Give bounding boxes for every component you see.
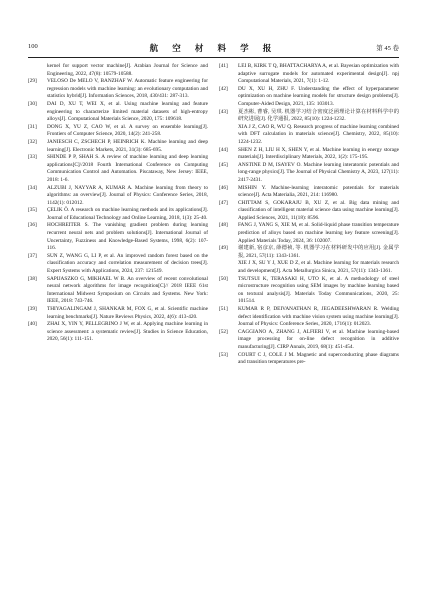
reference-text: JANIESCH C, ZSCHECH P, HEINRICH K. Machine learning and deep learning[J]. Electronic Markets, 2021, 31(3): 685-695. bbox=[47, 138, 208, 153]
reference-entry bbox=[219, 86, 399, 109]
reference-text: CAGGIANO A, ZHANG J, ALFIERI V, et al. Machine learning-based image processing for on-line defect recognition in additive manufacturing[J]. CIRP Annals, 2019, 68(1): 451-454. bbox=[238, 328, 399, 350]
reference-number: [42] bbox=[219, 85, 228, 92]
reference-text: XIA J Z, CAO R, WU Q. Research progress of machine learning combined with DFT calculation in materials science[J]. Chemistry, 2022, 85(10): 1224-1232. bbox=[238, 123, 399, 145]
reference-text: VELOSO De MELO V, BANZHAF W. Automatic feature engineering for regression models with machine learning: an evolutionary computation and statistics hybrid[J]. Information Sciences, 2018, 430/431: 287-313. bbox=[47, 78, 208, 100]
reference-entry bbox=[28, 253, 208, 276]
reference-number: [37] bbox=[28, 252, 37, 259]
reference-number: [35] bbox=[28, 207, 37, 214]
reference-text: LEI B, KIRK T Q, BHATTACHARYA A, et al. Bayesian optimization with adaptive surrogate models for automated experimental design[J]. npj Computational Materials, 2021, 7(1): 1-12. bbox=[238, 63, 399, 85]
reference-number: [36] bbox=[28, 222, 37, 229]
reference-text: 谢建新, 宿彦京, 薛德祯, 等. 机器学习在材料研发中的应用[J]. 金属学报, 2021, 57(11): 1343-1361. bbox=[238, 245, 399, 259]
reference-entry bbox=[28, 222, 208, 252]
reference-entry bbox=[28, 139, 208, 154]
reference-number: [33] bbox=[28, 154, 37, 161]
reference-text: KUMAR R P, DEIVANATHAN R, JEGADEESHWARAN R. Welding defect identification with machine vision system using machine learning[J]. Journal of Physics: Conference Series, 2020, 1716(1): 012023. bbox=[238, 306, 399, 328]
reference-text: ALZUBI J, NAYYAR A, KUMAR A. Machine learning from theory to algorithms: an overview[J]. Journal of Physics: Conference Series, 2018, 1142(1): 012012. bbox=[47, 184, 208, 206]
volume-label: 第 45 卷 bbox=[376, 45, 399, 52]
reference-entry bbox=[219, 222, 399, 245]
reference-entry bbox=[219, 306, 399, 329]
reference-entry bbox=[28, 78, 208, 101]
reference-entry bbox=[28, 124, 208, 139]
reference-number: [50] bbox=[219, 275, 228, 282]
references-right-column bbox=[219, 63, 399, 367]
reference-text: THIYAGALINGAM J, SHANKAR M, FOX G, et al. Scientific machine learning benchmarks[J]. Nature Reviews Physics, 2022, 4(6): 413-420. bbox=[47, 306, 208, 320]
reference-number: [38] bbox=[28, 275, 37, 282]
reference-entry bbox=[219, 109, 399, 124]
reference-number: [29] bbox=[28, 78, 37, 85]
reference-text: ANSTINE D M, ISAYEV O. Machine learning interatomic potentials and long-range physics[J]. The Journal of Physical Chemistry A, 2023, 127(11): 2417-2431. bbox=[238, 161, 399, 183]
reference-text: SHEN Z H, LIU H X, SHEN Y, et al. Machine learning in energy storage materials[J]. Interdisciplinary Materials, 2022, 1(2): 175-195. bbox=[238, 146, 399, 161]
reference-entry bbox=[219, 162, 399, 185]
reference-text: DAI D, XU T, WEI X, et al. Using machine learning and feature engineering to characterize limited material datasets of high-entropy alloys[J]. Computational Materials Science, 2020, 175: 109618. bbox=[47, 100, 208, 123]
reference-number: [44] bbox=[219, 146, 228, 153]
reference-number: [49] bbox=[219, 245, 228, 252]
reference-entry bbox=[28, 306, 208, 321]
reference-number: [45] bbox=[219, 161, 228, 168]
reference-number: [53] bbox=[219, 351, 228, 358]
reference-text: 夏杰彬, 曹睿, 吴琪. 机器学习结合密度泛函理论计算在材料科学中的研究进展[J]. 化学通报, 2022, 85(10): 1224-1232. bbox=[238, 108, 399, 123]
reference-number: [30] bbox=[28, 100, 37, 107]
reference-text: COURT C J, COLE J M. Magnetic and superconducting phase diagrams and transition temperatures pre- bbox=[238, 351, 399, 366]
reference-text: TSUTSUI K, TERASAKI H, UTO K, et al. A methodology of steel microstructure recognition using SEM images by machine learning based on textural analysis[J]. Materials Today Communications, 2020, 25: 101514. bbox=[238, 275, 399, 305]
reference-text: SUN Z, WANG G, LI P, et al. An improved random forest based on the classification accuracy and correlation measurement of decision trees[J]. Expert Systems with Applications, 2024, 237: 121549. bbox=[47, 252, 208, 275]
reference-entry bbox=[219, 185, 399, 200]
reference-text: ZHAI X, YIN Y, PELLEGRINO J W, et al. Applying machine learning in science assessment: a systematic review[J]. Studies in Science Education, 2020, 56(1): 111-151. bbox=[47, 321, 208, 343]
reference-entry bbox=[28, 185, 208, 208]
reference-number: [43] bbox=[219, 108, 228, 115]
reference-entry bbox=[28, 101, 208, 124]
reference-entry bbox=[219, 63, 399, 86]
reference-number: [34] bbox=[28, 184, 37, 191]
reference-number: [32] bbox=[28, 138, 37, 145]
reference-entry bbox=[28, 276, 208, 306]
reference-entry bbox=[28, 321, 208, 344]
reference-text: XIE J X, SU Y J, XUE D Z, et al. Machine learning for materials research and development[J]. Acta Metallurgica Sinica, 2021, 57(11): 1343-1361. bbox=[238, 260, 399, 275]
reference-number: [51] bbox=[219, 306, 228, 312]
reference-text: CHITTAM S, GOKARAJU B, XU Z, et al. Big data mining and classification of intelligent material science data using machine learning[J]. Applied Sciences, 2021, 11(18): 8596. bbox=[238, 199, 399, 221]
reference-text: ÇELIK Ö. A research on machine learning methods and its applications[J]. Journal of Educational Technology and Online Learning, 2018, 1(3): 25-40. bbox=[47, 207, 208, 221]
reference-number: [46] bbox=[219, 184, 228, 191]
reference-text: SHINDE P P, SHAH S. A review of machine learning and deep learning applications[C]//2018 Fourth International Conference on Computing Communication Control and Automation. Piscataway, New Jersey: IEEE, 2018: 1-6. bbox=[47, 154, 208, 183]
reference-entry bbox=[219, 276, 399, 306]
reference-entry bbox=[219, 147, 399, 162]
header-rule bbox=[28, 57, 399, 58]
reference-number: [31] bbox=[28, 123, 37, 130]
page-header bbox=[28, 43, 399, 57]
reference-text: HOCHREITER S. The vanishing gradient problem during learning recurrent neural nets and problem solutions[J]. International Journal of Uncertainty, Fuzziness and Knowledge-Based Systems, 1998, 6(2): 107-116. bbox=[47, 222, 208, 252]
reference-number: [40] bbox=[28, 321, 37, 328]
reference-number: [41] bbox=[219, 63, 228, 69]
reference-entry bbox=[219, 200, 399, 223]
reference-number: [48] bbox=[219, 222, 228, 229]
references-left-column bbox=[28, 63, 208, 344]
reference-entry bbox=[28, 63, 208, 78]
reference-text: DU X, XU H, ZHU F. Understanding the effect of hyperparameter optimization on machine learning models for structure design problems[J]. Computer-Aided Design, 2021, 135: 103013. bbox=[238, 85, 399, 107]
reference-entry bbox=[219, 260, 399, 275]
reference-text: DONG X, YU Z, CAO W, et al. A survey on ensemble learning[J]. Frontiers of Computer Science, 2020, 14(2): 241-258. bbox=[47, 123, 208, 138]
journal-title: 航 空 材 料 学 报 bbox=[149, 43, 278, 53]
reference-entry bbox=[28, 207, 208, 222]
reference-entry bbox=[219, 352, 399, 367]
reference-entry bbox=[219, 124, 399, 147]
reference-entry bbox=[28, 154, 208, 184]
reference-text: MISHIN Y. Machine-learning interatomic potentials for materials science[J]. Acta Materialia, 2021, 214: 116980. bbox=[238, 184, 399, 199]
reference-text: FANG J, YANG S, XIE M, et al. Solid-liquid phase transition temperature prediction of alloys based on machine learning key feature screening[J]. Applied Materials Today, 2024, 36: 102007. bbox=[238, 222, 399, 244]
reference-entry bbox=[219, 245, 399, 260]
page-number: 100 bbox=[28, 43, 38, 50]
reference-text: SAPIJASZKO G, MIKHAEL W B. An overview of recent convolutional neural network algorithms for image recognition[C]// 2018 IEEE 61st International Midwest Symposium on Circuits and Systems. New York: IEEE, 2018: 743-746. bbox=[47, 275, 208, 305]
reference-number: [47] bbox=[219, 199, 228, 206]
reference-number: [39] bbox=[28, 306, 37, 312]
reference-entry bbox=[219, 329, 399, 352]
reference-text: kernel for support vector machine[J]. Arabian Journal for Science and Engineering, 2022, 47(8): 10579-10588. bbox=[47, 63, 208, 77]
reference-number: [52] bbox=[219, 328, 228, 335]
